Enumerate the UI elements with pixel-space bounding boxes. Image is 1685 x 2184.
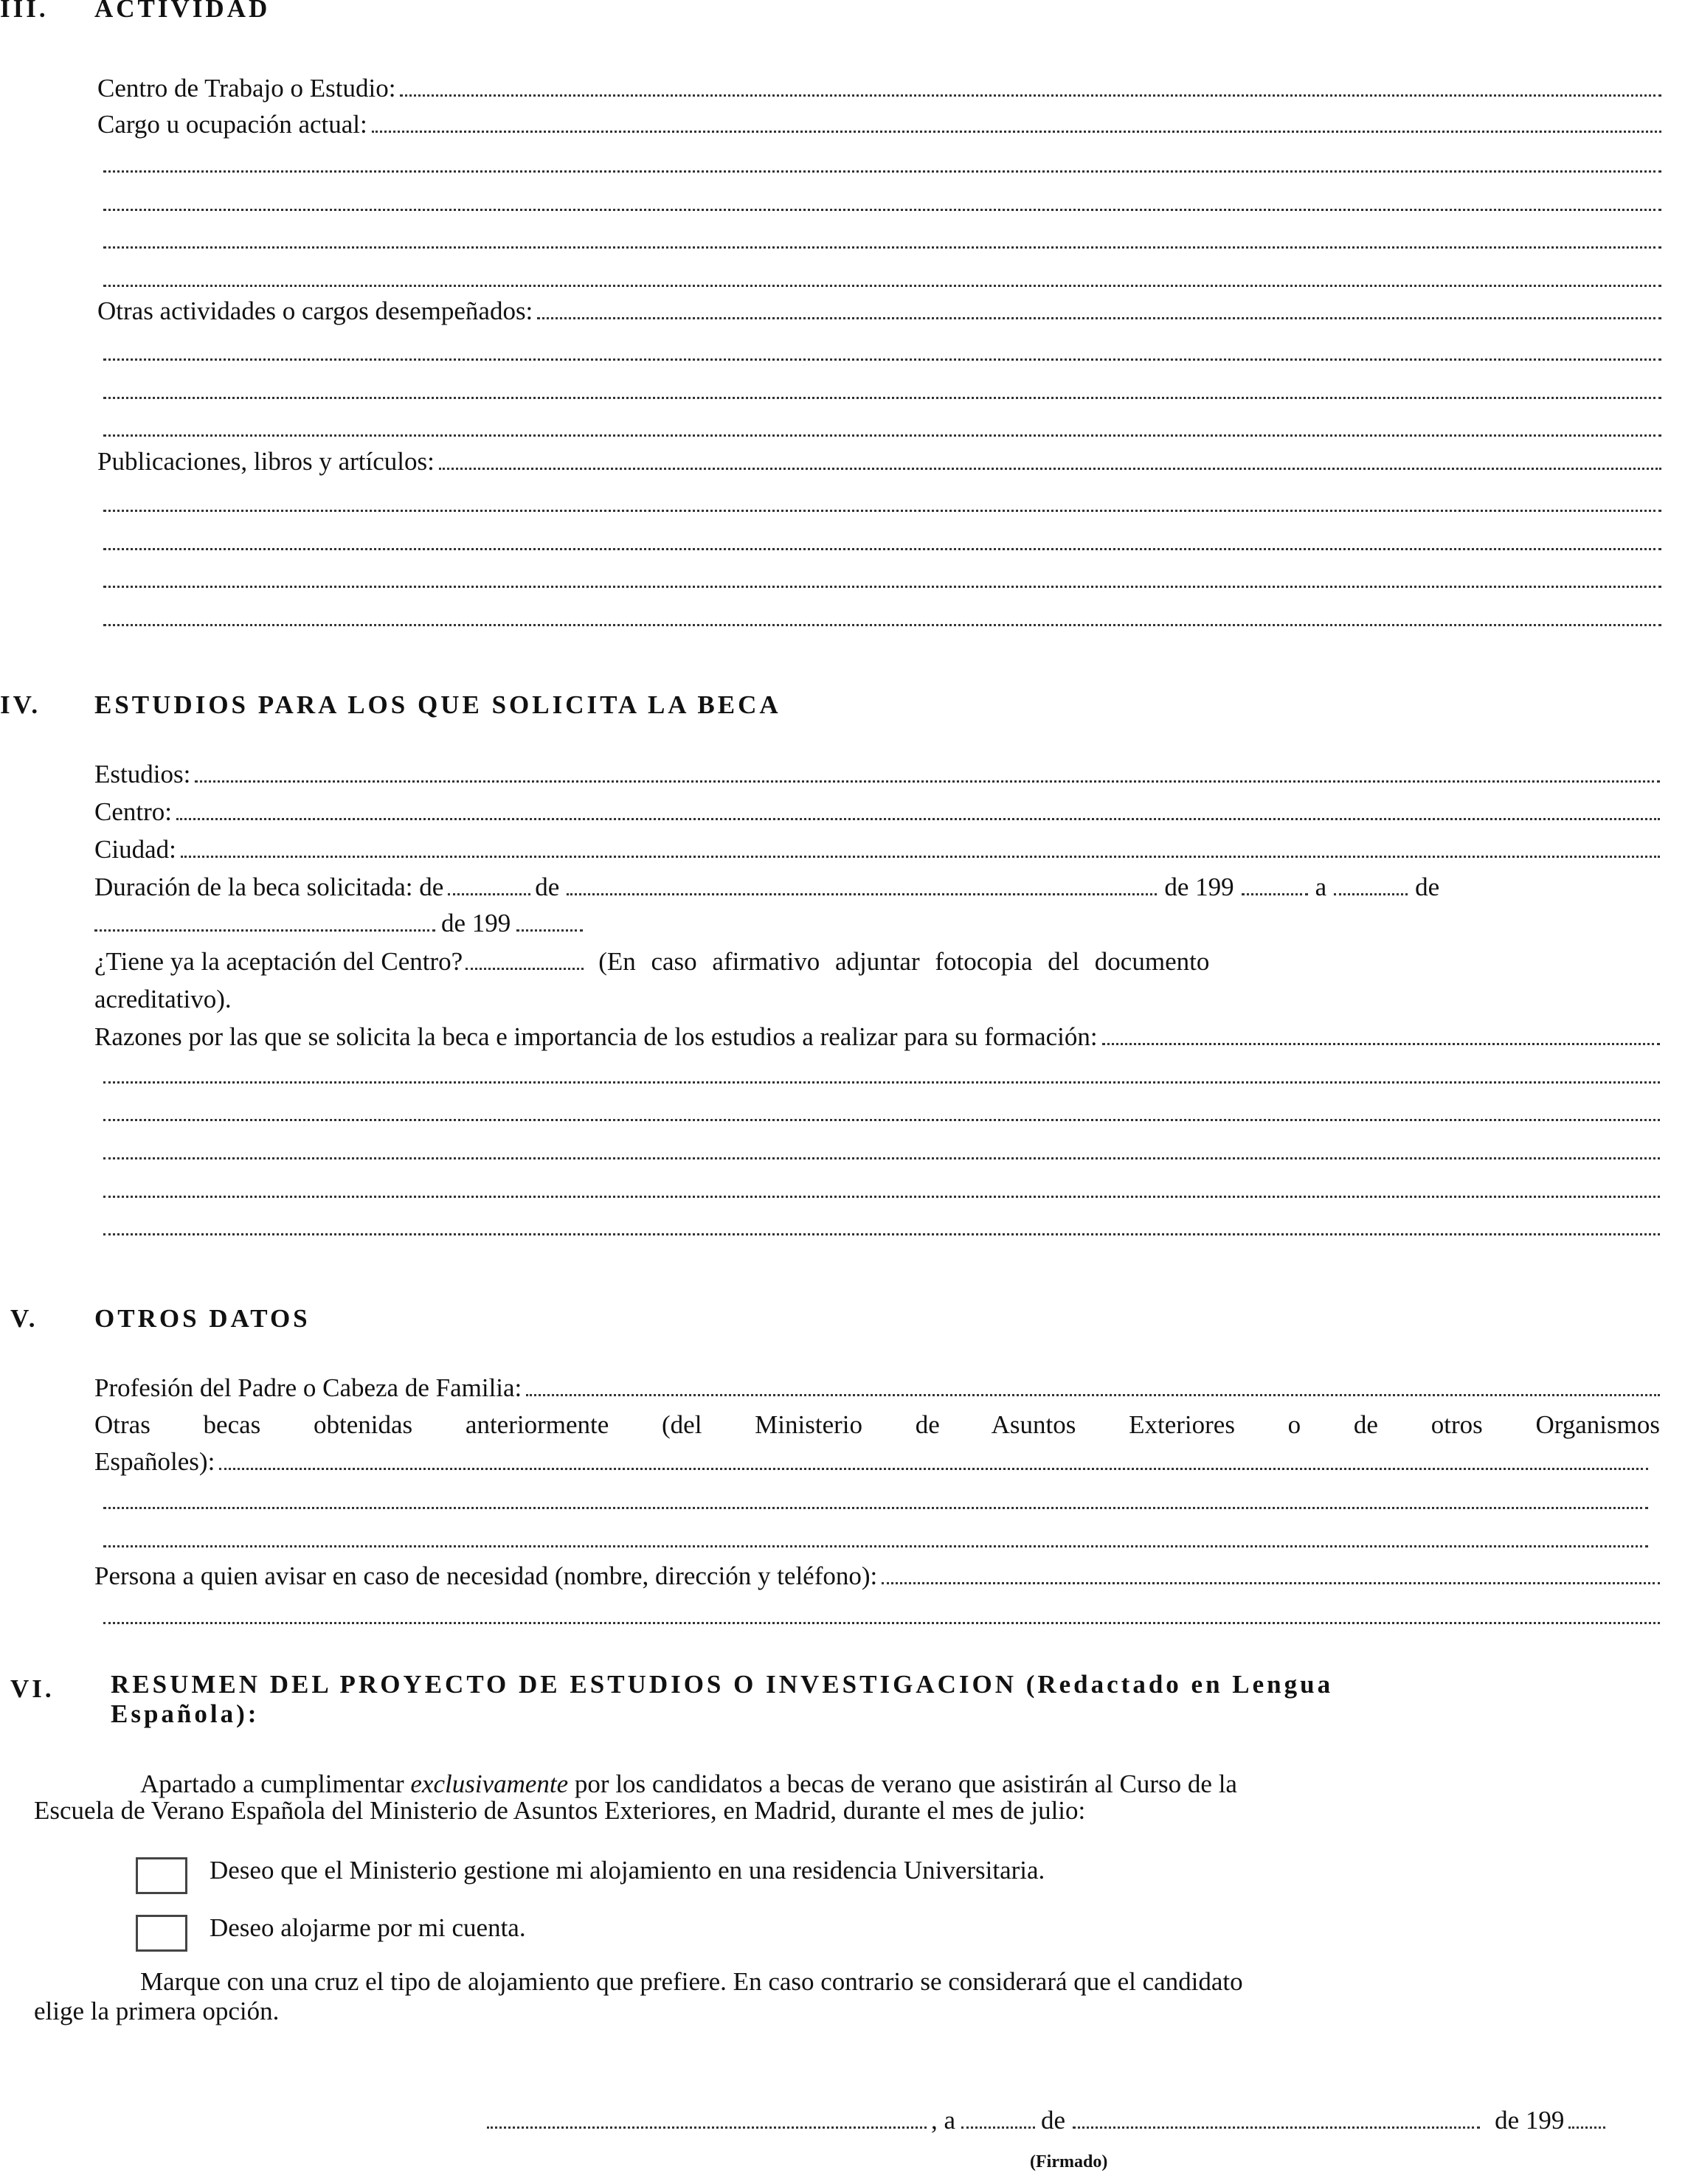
- fill-line[interactable]: [103, 1543, 1648, 1547]
- section-v-heading: [10, 1304, 601, 1341]
- dia-fin-input[interactable]: [1334, 871, 1408, 895]
- apartado-pre: Apartado a cumplimentar: [140, 1769, 411, 1798]
- mes-inicio-input[interactable]: [567, 871, 1157, 895]
- section-number: IV.: [0, 690, 41, 719]
- otras-becas-label: Otras becas obtenidas anteriormente (del Ministerio de Asuntos Exteriores o de otros Organismos: [94, 1410, 1660, 1439]
- persona-aviso-field[interactable]: [94, 1559, 1660, 1594]
- estudios-field[interactable]: [94, 757, 1660, 792]
- fill-line[interactable]: [1102, 1021, 1660, 1045]
- ano-inicio-input[interactable]: [1242, 871, 1308, 895]
- aceptacion-note-cont: acreditativo).: [94, 985, 232, 1013]
- fill-line[interactable]: [103, 244, 1661, 249]
- apartado-emphasis: exclusivamente: [410, 1769, 569, 1798]
- otras-actividades-field[interactable]: [97, 294, 1661, 329]
- field-label: Centro de Trabajo o Estudio:: [97, 74, 396, 103]
- de-199-label: de 199: [1495, 2106, 1565, 2135]
- fill-line[interactable]: [103, 1620, 1660, 1624]
- field-label: Ciudad:: [94, 835, 176, 864]
- fill-line[interactable]: [176, 796, 1660, 820]
- de-199-label: de 199: [1164, 873, 1234, 901]
- fill-line[interactable]: [103, 507, 1661, 512]
- section-title: RESUMEN DEL PROYECTO DE ESTUDIOS O INVESTIGACION (Redactado en Lengua: [111, 1670, 1334, 1699]
- section-title: ACTIVIDAD: [94, 0, 271, 23]
- residencia-checkbox[interactable]: [136, 1857, 187, 1894]
- cargo-field[interactable]: [97, 107, 1661, 142]
- fill-line[interactable]: [103, 1117, 1660, 1121]
- section-title-cont: Española):: [111, 1699, 260, 1728]
- field-label: ¿Tiene ya la aceptación del Centro?: [94, 947, 463, 976]
- mes-fin-input[interactable]: [94, 907, 435, 932]
- de-label: de: [1041, 2106, 1066, 2135]
- fill-line[interactable]: [103, 168, 1661, 173]
- residencia-option-label: Deseo que el Ministerio gestione mi alojamiento en una residencia Universitaria.: [210, 1856, 1045, 1885]
- fill-line[interactable]: [103, 1079, 1660, 1084]
- fill-line[interactable]: [882, 1560, 1660, 1584]
- a-label: , a: [931, 2106, 956, 2135]
- por-mi-cuenta-option-label: Deseo alojarme por mi cuenta.: [210, 1913, 526, 1942]
- field-label: Persona a quien avisar en caso de necesidad (nombre, dirección y teléfono):: [94, 1561, 878, 1590]
- aceptacion-note: [598, 944, 1661, 980]
- fill-line[interactable]: [103, 207, 1661, 211]
- fill-line[interactable]: [400, 72, 1661, 97]
- fill-line[interactable]: [219, 1446, 1648, 1470]
- field-label: Españoles):: [94, 1447, 215, 1476]
- profesion-field[interactable]: [94, 1370, 1660, 1406]
- section-number: V.: [10, 1304, 38, 1333]
- publicaciones-field[interactable]: [97, 444, 1661, 479]
- fill-line[interactable]: [103, 583, 1661, 588]
- fill-line[interactable]: [103, 356, 1661, 361]
- section-title: ESTUDIOS PARA LOS QUE SOLICITA LA BECA: [94, 690, 781, 719]
- field-label: Cargo u ocupación actual:: [97, 110, 367, 139]
- fill-line[interactable]: [103, 1155, 1660, 1159]
- field-label: Razones por las que se solicita la beca e importancia de los estudios a realizar para su formación:: [94, 1022, 1098, 1051]
- fill-line[interactable]: [103, 395, 1661, 399]
- aceptacion-input[interactable]: [466, 946, 584, 970]
- field-label: Estudios:: [94, 760, 191, 788]
- fill-line[interactable]: [181, 833, 1660, 858]
- centro-field[interactable]: [94, 794, 1660, 830]
- firmado-label: (Firmado): [1030, 2152, 1108, 2171]
- apartado-text-cont: Escuela de Verano Española del Ministerio de Asuntos Exteriores, en Madrid, durante el mes de julio:: [34, 1796, 1086, 1825]
- fill-line[interactable]: [526, 1372, 1660, 1396]
- fill-line[interactable]: [195, 758, 1660, 783]
- fill-line[interactable]: [103, 546, 1661, 550]
- marque-instruction: Marque con una cruz el tipo de alojamiento que prefiere. En caso contrario se considerará que el candidato: [140, 1967, 1243, 1996]
- duracion-field[interactable]: [94, 870, 1661, 905]
- ano-input[interactable]: [1568, 2104, 1605, 2129]
- signature-date-line[interactable]: [487, 2103, 1664, 2138]
- fill-line[interactable]: [103, 432, 1661, 437]
- fill-line[interactable]: [439, 446, 1661, 470]
- a-label: a: [1315, 873, 1327, 901]
- de-label: de: [535, 873, 560, 901]
- por-mi-cuenta-checkbox[interactable]: [136, 1915, 187, 1952]
- field-label: Duración de la beca solicitada: de: [94, 873, 444, 901]
- aceptacion-field[interactable]: [94, 944, 1661, 980]
- dia-input[interactable]: [961, 2104, 1035, 2129]
- section-number: VI.: [10, 1674, 55, 1703]
- fill-line[interactable]: [103, 1193, 1660, 1198]
- section-iv-heading: [0, 690, 1180, 727]
- dia-inicio-input[interactable]: [448, 871, 530, 895]
- de-label: de: [1415, 873, 1440, 901]
- section-vi-heading: [10, 1668, 1678, 1742]
- otras-becas-field[interactable]: [94, 1444, 1648, 1480]
- fill-line[interactable]: [103, 622, 1661, 626]
- section-number: III.: [0, 0, 49, 23]
- fill-line[interactable]: [103, 1231, 1660, 1235]
- note-text: (En caso afirmativo adjuntar fotocopia del documento: [598, 947, 1210, 976]
- duracion-field-cont[interactable]: [94, 906, 758, 941]
- razones-field[interactable]: [94, 1019, 1660, 1055]
- ano-fin-input[interactable]: [516, 907, 583, 932]
- section-title: OTROS DATOS: [94, 1304, 311, 1333]
- fill-line[interactable]: [103, 282, 1661, 287]
- fill-line[interactable]: [103, 1505, 1648, 1509]
- marque-instruction-cont: elige la primera opción.: [34, 1997, 280, 2025]
- lugar-input[interactable]: [487, 2104, 927, 2129]
- ciudad-field[interactable]: [94, 832, 1660, 867]
- mes-input[interactable]: [1073, 2104, 1480, 2129]
- de-199-label: de 199: [441, 909, 511, 937]
- field-label: Centro:: [94, 797, 172, 826]
- apartado-post: por los candidatos a becas de verano que asistirán al Curso de la: [568, 1769, 1237, 1798]
- section-iii-heading: [0, 0, 443, 31]
- fill-line[interactable]: [372, 108, 1661, 133]
- field-label: Otras actividades o cargos desempeñados:: [97, 297, 533, 325]
- centro-trabajo-field[interactable]: [97, 71, 1661, 106]
- field-label: Profesión del Padre o Cabeza de Familia:: [94, 1373, 522, 1402]
- field-label: Publicaciones, libros y artículos:: [97, 447, 435, 476]
- fill-line[interactable]: [537, 295, 1661, 319]
